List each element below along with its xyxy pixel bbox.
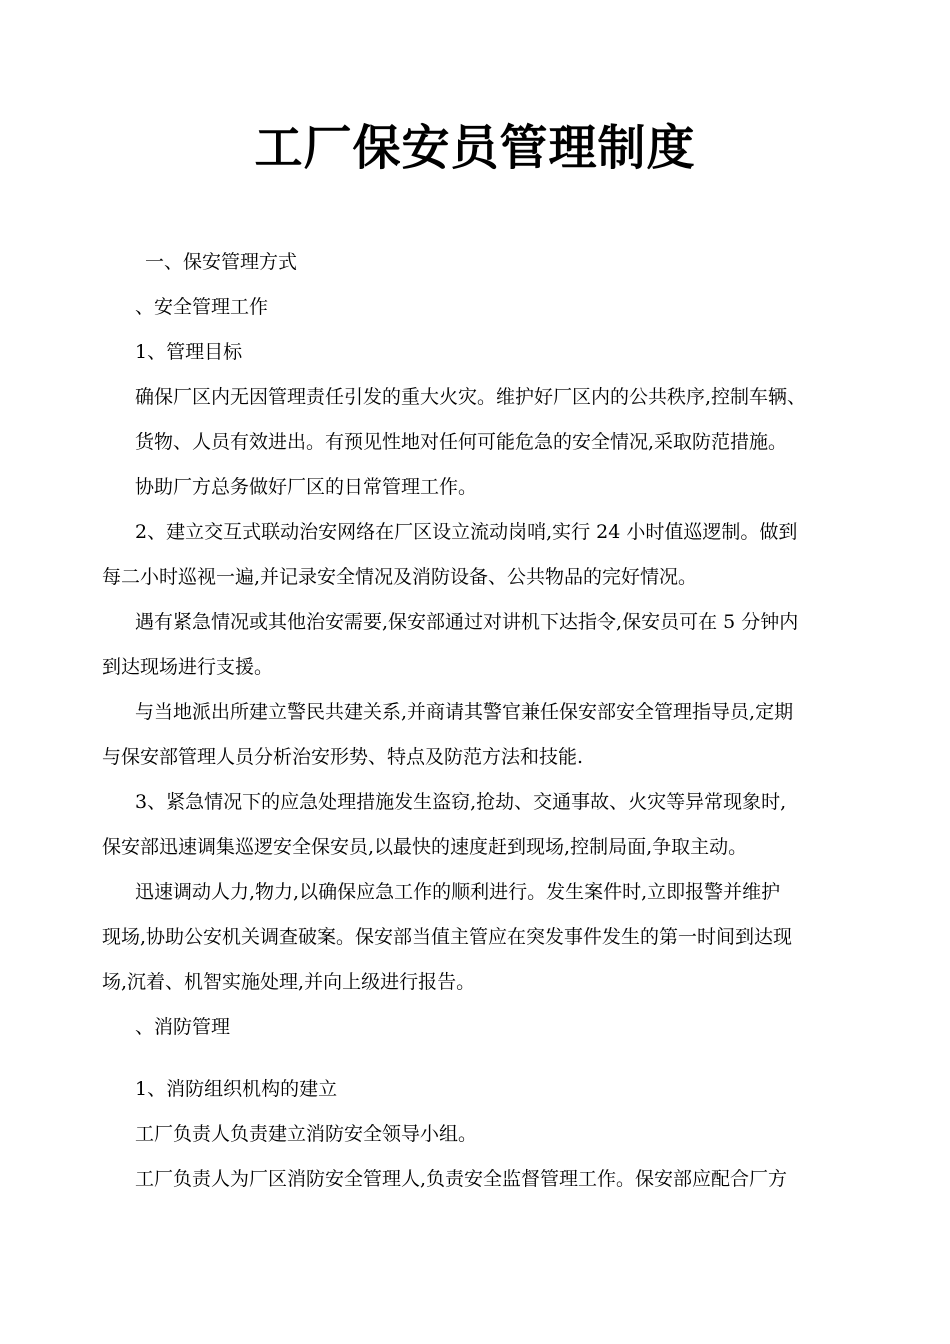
paragraph-line: 工厂负责人负责建立消防安全领导小组。 bbox=[135, 1123, 478, 1145]
paragraph-line: 与保安部管理人员分析治安形势、特点及防范方法和技能. bbox=[102, 746, 584, 768]
paragraph-line: 到达现场进行支援。 bbox=[102, 656, 274, 678]
document-body bbox=[102, 240, 847, 1202]
section-heading-security-management: 一、保安管理方式 bbox=[145, 251, 298, 273]
item-heading-fire-organization: 1、消防组织机构的建立 bbox=[135, 1078, 338, 1100]
subsection-heading-safety-work: 、安全管理工作 bbox=[135, 296, 269, 318]
paragraph-line: 2、建立交互式联动治安网络在厂区设立流动岗哨,实行 24 小时值巡逻制。做到 bbox=[135, 521, 798, 543]
paragraph-line: 每二小时巡视一遍,并记录安全情况及消防设备、公共物品的完好情况。 bbox=[102, 566, 698, 588]
paragraph-line: 协助厂方总务做好厂区的日常管理工作。 bbox=[135, 476, 478, 498]
paragraph-line: 遇有紧急情况或其他治安需要,保安部通过对讲机下达指令,保安员可在 5 分钟内 bbox=[135, 611, 799, 633]
paragraph-line: 场,沉着、机智实施处理,并向上级进行报告。 bbox=[102, 971, 476, 993]
document-title: 工厂保安员管理制度 bbox=[254, 120, 696, 176]
paragraph-line: 3、紧急情况下的应急处理措施发生盗窃,抢劫、交通事故、火灾等异常现象时, bbox=[135, 791, 787, 813]
item-heading-management-goal: 1、管理目标 bbox=[135, 341, 243, 363]
paragraph-line: 工厂负责人为厂区消防安全管理人,负责安全监督管理工作。保安部应配合厂方 bbox=[135, 1168, 788, 1190]
paragraph-line: 货物、人员有效进出。有预见性地对任何可能危急的安全情况,采取防范措施。 bbox=[135, 431, 788, 453]
subsection-heading-fire-management: 、消防管理 bbox=[135, 1016, 231, 1038]
paragraph-line: 现场,协助公安机关调查破案。保安部当值主管应在突发事件发生的第一时间到达现 bbox=[102, 926, 793, 948]
paragraph-line: 确保厂区内无因管理责任引发的重大火灾。维护好厂区内的公共秩序,控制车辆、 bbox=[135, 386, 807, 408]
paragraph-line: 迅速调动人力,物力,以确保应急工作的顺利进行。发生案件时,立即报警并维护 bbox=[135, 881, 781, 903]
paragraph-line: 保安部迅速调集巡逻安全保安员,以最快的速度赶到现场,控制局面,争取主动。 bbox=[102, 836, 748, 858]
paragraph-line: 与当地派出所建立警民共建关系,并商请其警官兼任保安部安全管理指导员,定期 bbox=[135, 701, 794, 723]
